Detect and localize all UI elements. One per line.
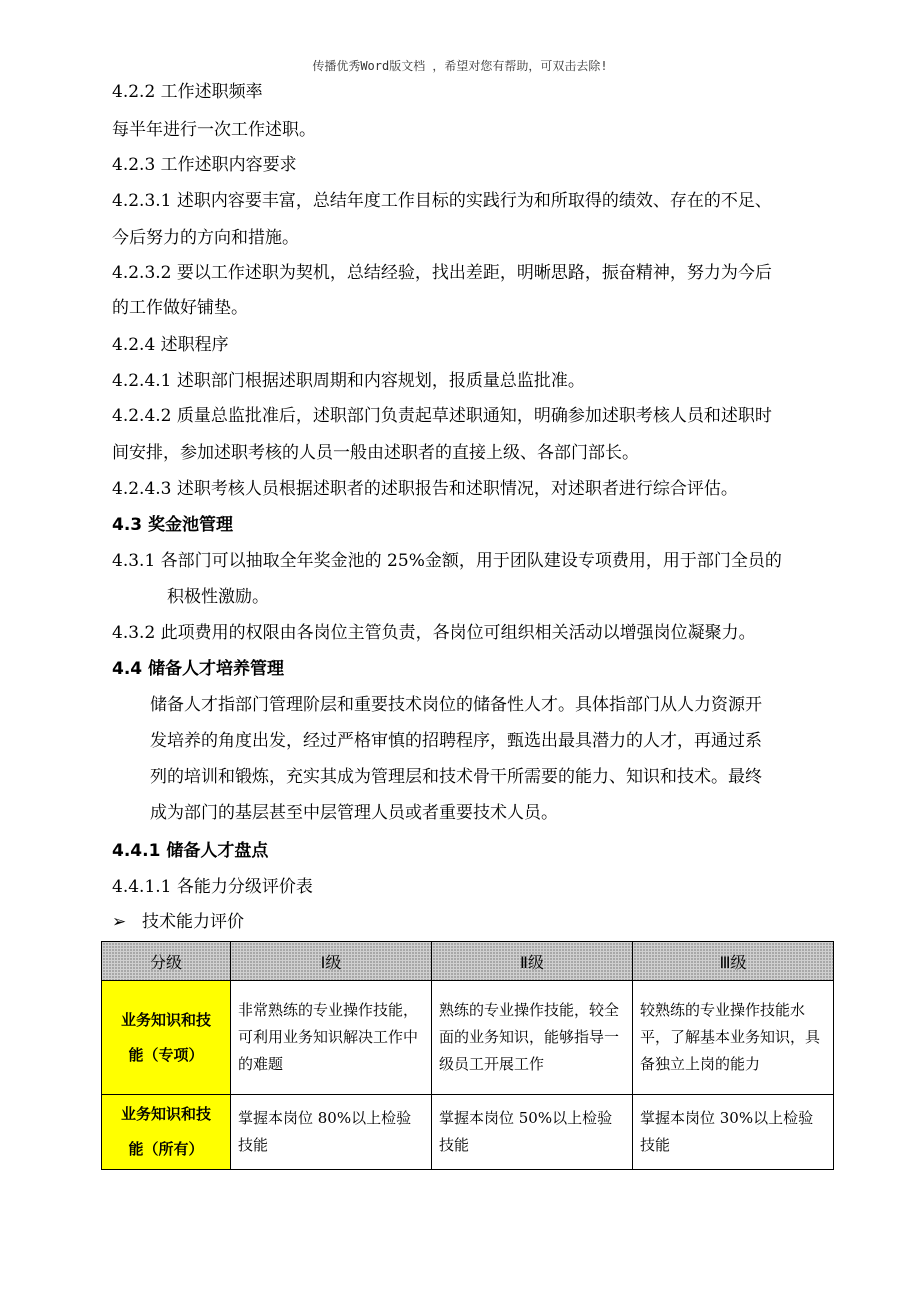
body-text: 积极性激励。 <box>167 587 269 607</box>
body-text: 发培养的角度出发，经过严格审慎的招聘程序，甄选出最具潜力的人才，再通过系 <box>150 731 762 751</box>
table-row <box>102 1095 834 1170</box>
table-header-cell: Ⅲ级 <box>633 942 834 981</box>
bullet-text: 技术能力评价 <box>142 912 244 932</box>
section-4-2-3-heading: 4.2.3 工作述职内容要求 <box>112 155 297 175</box>
body-text: 的工作做好铺垫。 <box>112 298 248 318</box>
body-text: 成为部门的基层甚至中层管理人员或者重要技术人员。 <box>150 803 558 823</box>
table-header-row <box>102 942 834 981</box>
document-header-note: 传播优秀Word版文档 ，希望对您有帮助，可双击去除! <box>312 59 608 73</box>
body-text: 储备人才指部门管理阶层和重要技术岗位的储备性人才。具体指部门从人力资源开 <box>150 695 762 715</box>
table-header-cell: Ⅰ级 <box>231 942 432 981</box>
section-4-2-4-heading: 4.2.4 述职程序 <box>112 335 229 355</box>
body-text: 今后努力的方向和措施。 <box>112 228 299 248</box>
table-cell: 掌握本岗位 80%以上检验技能 <box>231 1095 432 1170</box>
table-cell: 掌握本岗位 30%以上检验技能 <box>633 1095 834 1170</box>
section-4-3-heading: 4.3 奖金池管理 <box>112 515 234 535</box>
body-text: 间安排，参加述职考核的人员一般由述职者的直接上级、各部门部长。 <box>112 443 639 463</box>
table-header-cell: 分级 <box>102 942 231 981</box>
body-text: 4.2.4.2 质量总监批准后，述职部门负责起草述职通知，明确参加述职考核人员和述职时 <box>112 406 772 426</box>
table-row <box>102 981 834 1095</box>
bullet-item <box>112 911 244 933</box>
body-text: 4.2.4.3 述职考核人员根据述职者的述职报告和述职情况，对述职者进行综合评估。 <box>112 479 738 499</box>
section-4-4-heading: 4.4 储备人才培养管理 <box>112 659 285 679</box>
table-cell: 较熟练的专业操作技能水平，了解基本业务知识，具备独立上岗的能力 <box>633 981 834 1095</box>
table-header-cell: Ⅱ级 <box>432 942 633 981</box>
body-text: 4.3.2 此项费用的权限由各岗位主管负责，各岗位可组织相关活动以增强岗位凝聚力。 <box>112 623 756 643</box>
section-4-2-2-heading: 4.2.2 工作述职频率 <box>112 82 263 102</box>
body-text: 4.2.3.2 要以工作述职为契机，总结经验，找出差距，明晰思路，振奋精神，努力为今后 <box>112 263 772 283</box>
section-4-4-1-1-heading: 4.4.1.1 各能力分级评价表 <box>112 877 313 897</box>
body-text: 4.2.3.1 述职内容要丰富，总结年度工作目标的实践行为和所取得的绩效、存在的不足、 <box>112 191 772 211</box>
table-cell: 掌握本岗位 50%以上检验技能 <box>432 1095 633 1170</box>
body-text: 4.2.4.1 述职部门根据述职周期和内容规划，报质量总监批准。 <box>112 371 585 391</box>
body-text: 每半年进行一次工作述职。 <box>112 120 316 140</box>
body-text: 4.3.1 各部门可以抽取全年奖金池的 25%金额，用于团队建设专项费用，用于部门全员的 <box>112 551 782 571</box>
table-cell: 熟练的专业操作技能，较全面的业务知识，能够指导一级员工开展工作 <box>432 981 633 1095</box>
row-label-line: 能（所有） <box>128 1140 204 1158</box>
row-label-line: 能（专项） <box>128 1045 204 1064</box>
skill-grade-table <box>101 941 834 1170</box>
row-label-line: 业务知识和技 <box>120 1105 211 1123</box>
row-label-cell <box>102 1095 231 1170</box>
body-text: 列的培训和锻炼，充实其成为管理层和技术骨干所需要的能力、知识和技术。最终 <box>150 767 762 787</box>
row-label-cell <box>102 981 231 1095</box>
row-label-line: 业务知识和技 <box>120 1010 211 1029</box>
arrow-bullet-icon: ➢ <box>112 912 127 932</box>
table-cell: 非常熟练的专业操作技能，可利用业务知识解决工作中的难题 <box>231 981 432 1095</box>
section-4-4-1-heading: 4.4.1 储备人才盘点 <box>112 841 269 861</box>
